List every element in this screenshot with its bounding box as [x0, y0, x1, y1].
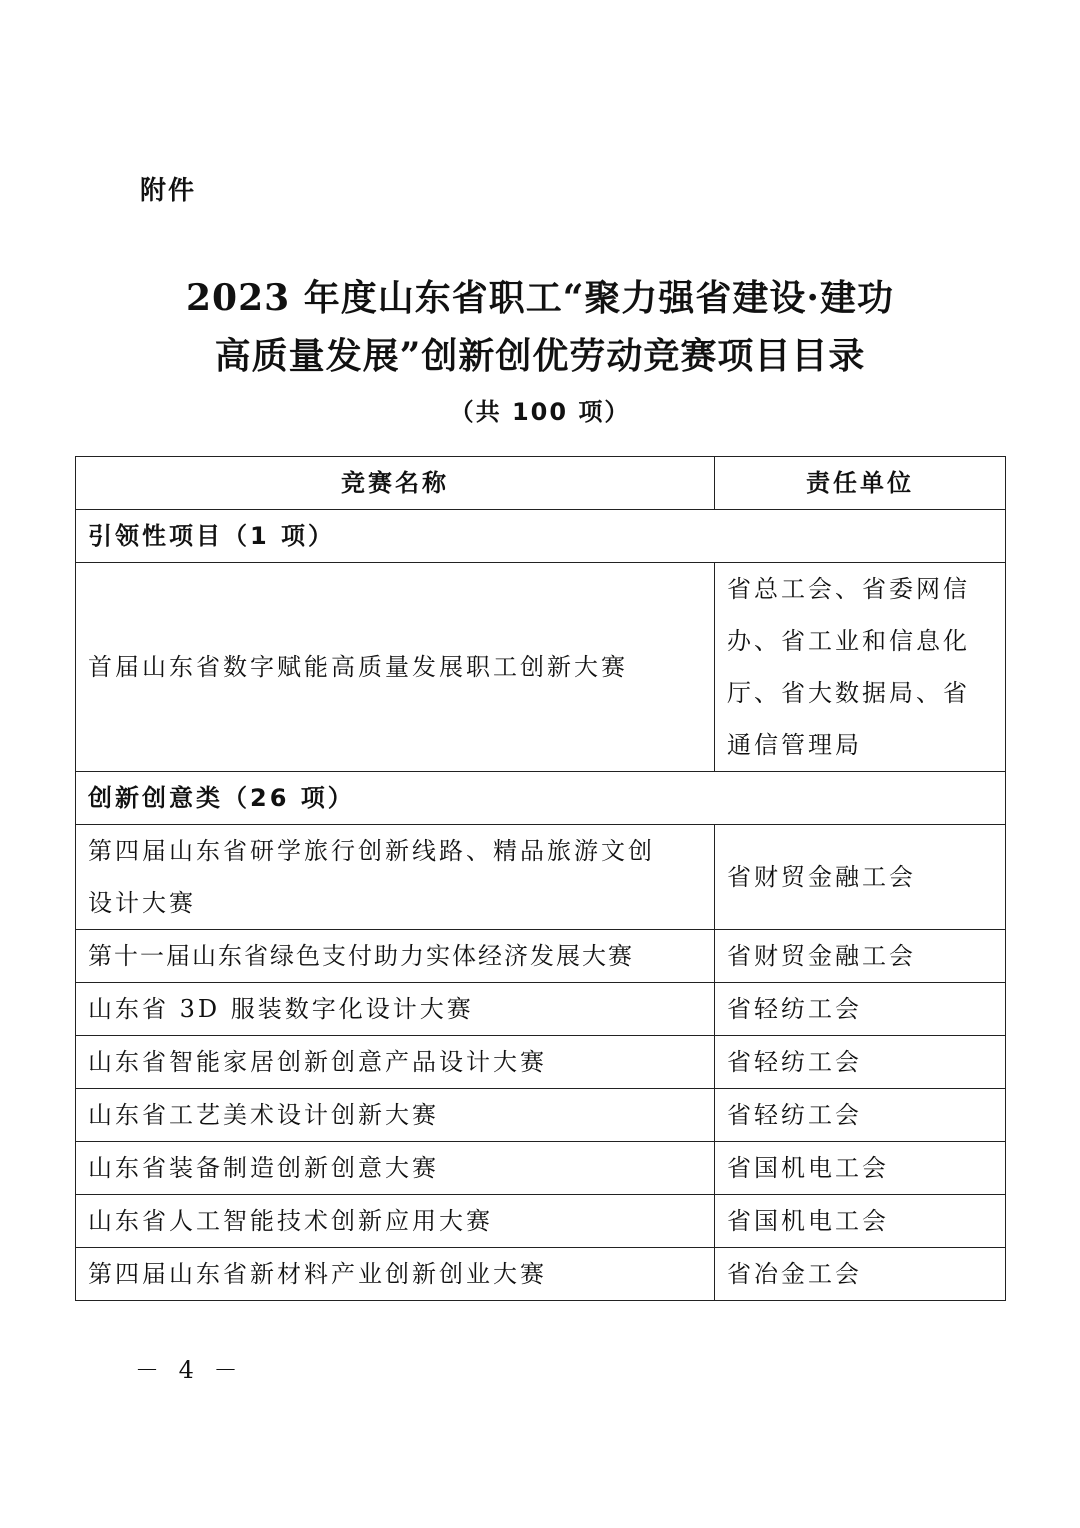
header-responsible-unit: 责任单位	[715, 457, 1006, 510]
responsible-unit: 省轻纺工会	[715, 983, 1006, 1036]
table-row	[76, 930, 1006, 983]
competition-name: 山东省人工智能技术创新应用大赛	[76, 1195, 715, 1248]
competition-name: 第十一届山东省绿色支付助力实体经济发展大赛	[76, 930, 715, 983]
competition-name: 山东省装备制造创新创意大赛	[76, 1142, 715, 1195]
table-row	[76, 1036, 1006, 1089]
unit-line: 厅、省大数据局、省	[727, 679, 970, 707]
document-title-line-1: 2023 年度山东省职工“聚力强省建设·建功	[186, 277, 894, 319]
competition-catalog-table	[75, 456, 1006, 1301]
unit-line: 通信管理局	[727, 731, 862, 759]
competition-name: 首届山东省数字赋能高质量发展职工创新大赛	[76, 563, 715, 772]
attachment-label: 附件	[140, 176, 197, 206]
section-row	[76, 772, 1006, 825]
responsible-unit: 省财贸金融工会	[715, 825, 1006, 930]
table-row	[76, 1195, 1006, 1248]
section-title-innovation: 创新创意类（26 项）	[76, 772, 1006, 825]
responsible-unit: 省国机电工会	[715, 1142, 1006, 1195]
responsible-unit: 省轻纺工会	[715, 1089, 1006, 1142]
competition-name	[76, 825, 715, 930]
unit-line: 办、省工业和信息化	[727, 627, 970, 655]
competition-name: 山东省智能家居创新创意产品设计大赛	[76, 1036, 715, 1089]
section-row	[76, 510, 1006, 563]
header-competition-name: 竞赛名称	[76, 457, 715, 510]
section-title-leading: 引领性项目（1 项）	[76, 510, 1006, 563]
name-line: 第四届山东省研学旅行创新线路、精品旅游文创	[88, 837, 655, 865]
competition-name: 山东省 3D 服装数字化设计大赛	[76, 983, 715, 1036]
responsible-unit	[715, 563, 1006, 772]
unit-line: 省总工会、省委网信	[727, 575, 970, 603]
responsible-unit: 省财贸金融工会	[715, 930, 1006, 983]
page-number: － 4 －	[135, 1356, 244, 1384]
competition-name: 山东省工艺美术设计创新大赛	[76, 1089, 715, 1142]
competition-name: 第四届山东省新材料产业创新创业大赛	[76, 1248, 715, 1301]
responsible-unit: 省轻纺工会	[715, 1036, 1006, 1089]
table-row	[76, 983, 1006, 1036]
table-row	[76, 563, 1006, 772]
document-title-line-2: 高质量发展”创新创优劳动竞赛项目目录	[214, 335, 866, 377]
responsible-unit: 省国机电工会	[715, 1195, 1006, 1248]
table-row	[76, 825, 1006, 930]
responsible-unit: 省冶金工会	[715, 1248, 1006, 1301]
item-count-subtitle: （共 100 项）	[449, 398, 631, 426]
name-line: 设计大赛	[88, 889, 196, 917]
table-row	[76, 1248, 1006, 1301]
table-row	[76, 1142, 1006, 1195]
table-row	[76, 1089, 1006, 1142]
table-header-row	[76, 457, 1006, 510]
